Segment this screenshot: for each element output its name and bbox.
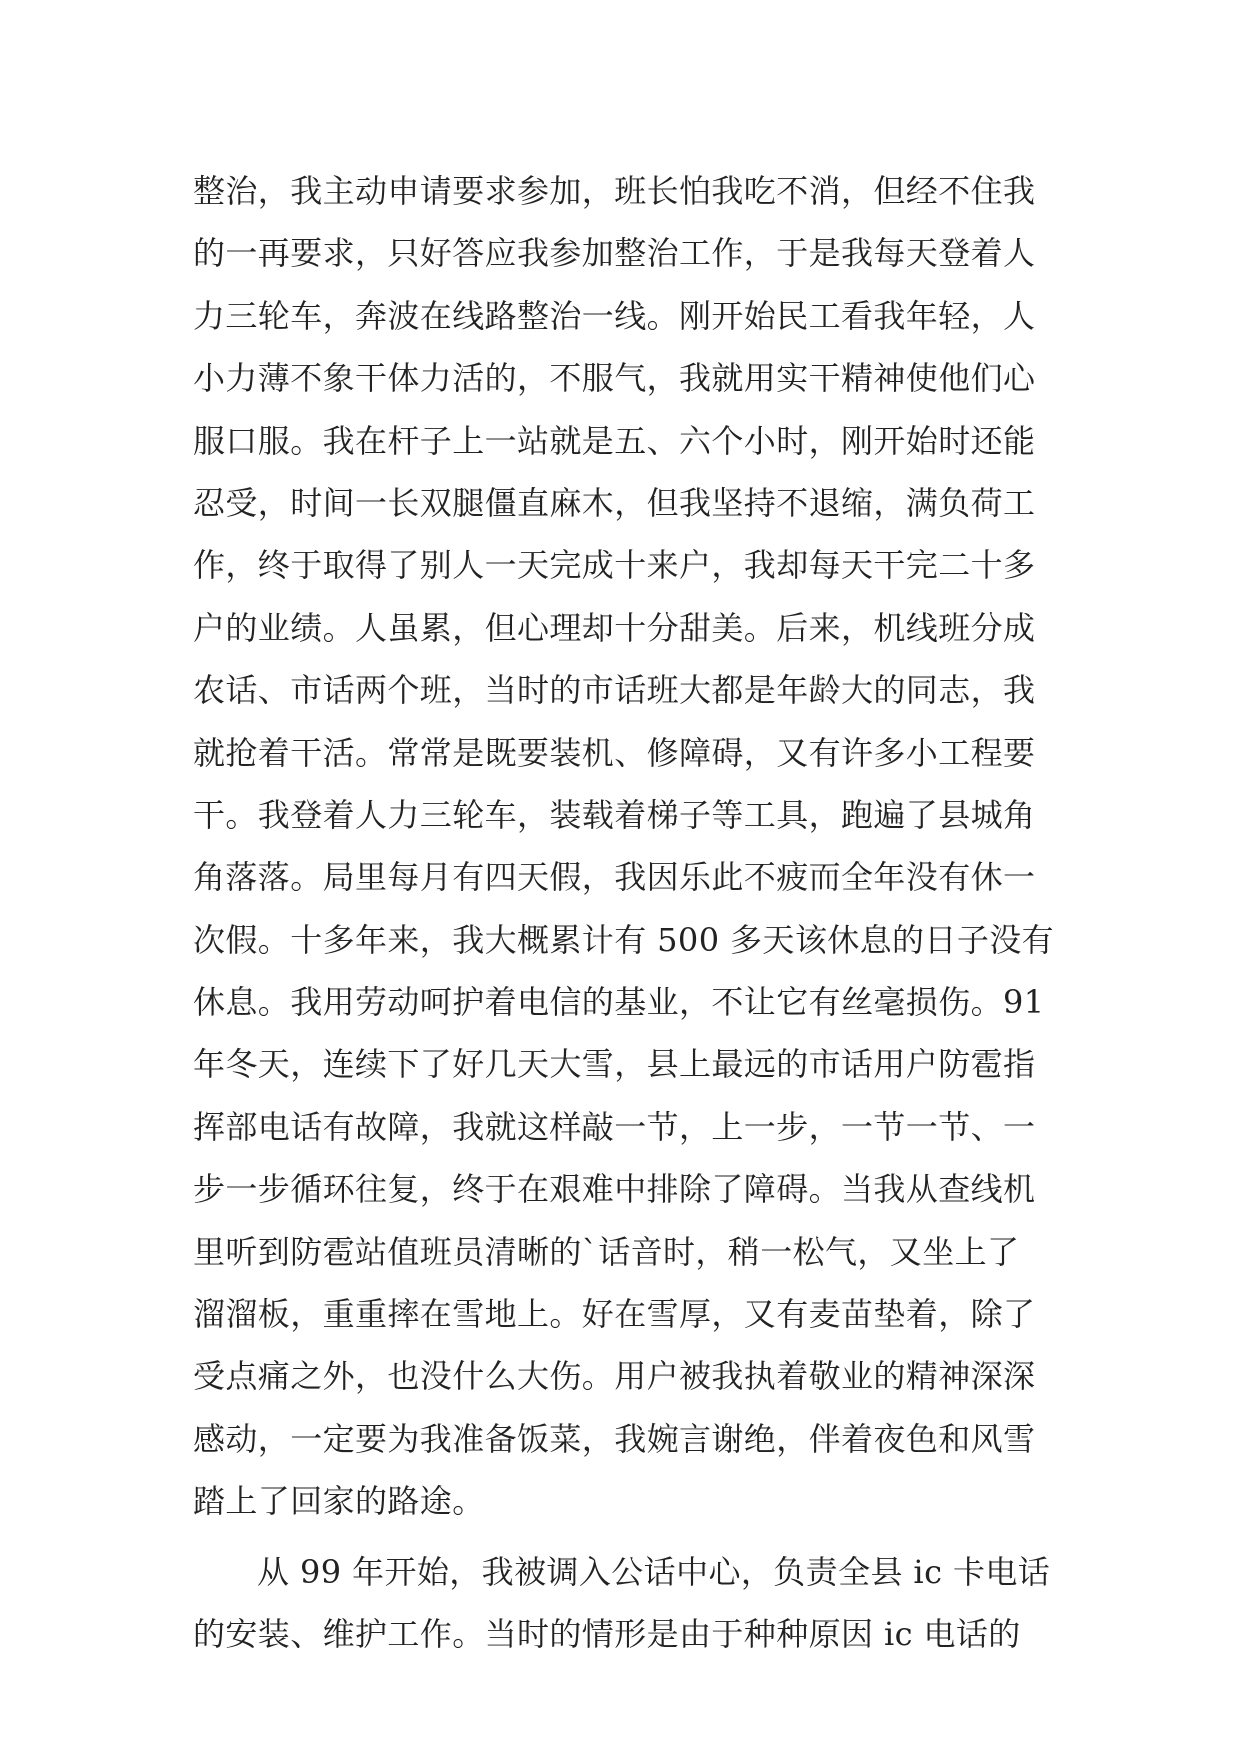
text-line: 的安装、维护工作。当时的情形是由于种种原因 ic 电话的: [193, 1614, 1021, 1653]
text-line: 农话、市话两个班，当时的市话班大都是年龄大的同志，我: [193, 671, 1036, 710]
text-line: 的一再要求，只好答应我参加整治工作，于是我每天登着人: [193, 234, 1036, 273]
text-line: 作，终于取得了别人一天完成十来户，我却每天干完二十多: [193, 546, 1036, 585]
document-body: [193, 160, 1053, 1665]
text-line: 忍受，时间一长双腿僵直麻木，但我坚持不退缩，满负荷工: [193, 483, 1036, 522]
text-line: 就抢着干活。常常是既要装机、修障碍，又有许多小工程要: [193, 733, 1036, 772]
text-line: 力三轮车，奔波在线路整治一线。刚开始民工看我年轻，人: [193, 296, 1036, 335]
text-line: 年冬天，连续下了好几天大雪，县上最远的市话用户防雹指: [193, 1045, 1036, 1084]
text-line: 小力薄不象干体力活的，不服气，我就用实干精神使他们心: [193, 359, 1036, 398]
text-line: 角落落。局里每月有四天假，我因乐此不疲而全年没有休一: [193, 858, 1036, 897]
text-line: 溜溜板，重重摔在雪地上。好在雪厚，又有麦苗垫着，除了: [193, 1295, 1036, 1334]
text-line: 步一步循环往复，终于在艰难中排除了障碍。当我从查线机: [193, 1170, 1036, 1209]
text-line: 次假。十多年来，我大概累计有 500 多天该休息的日子没有: [193, 920, 1055, 959]
text-line: 从 99 年开始，我被调入公话中心，负责全县 ic 卡电话: [257, 1552, 1051, 1591]
text-line: 里听到防雹站值班员清晰的`话音时，稍一松气，又坐上了: [193, 1232, 1020, 1271]
text-line: 挥部电话有故障，我就这样敲一节，上一步，一节一节、一: [193, 1107, 1036, 1146]
text-line: 踏上了回家的路途。: [193, 1482, 485, 1521]
text-line: 干。我登着人力三轮车，装载着梯子等工具，跑遍了县城角: [193, 795, 1036, 834]
paragraph: [193, 160, 1053, 1533]
text-line: 休息。我用劳动呵护着电信的基业，不让它有丝毫损伤。91: [193, 983, 1045, 1022]
text-line: 服口服。我在杆子上一站就是五、六个小时，刚开始时还能: [193, 421, 1036, 460]
text-line: 户的业绩。人虽累，但心理却十分甜美。后来，机线班分成: [193, 608, 1036, 647]
text-line: 整治，我主动申请要求参加，班长怕我吃不消，但经不住我: [193, 172, 1036, 210]
text-line: 受点痛之外，也没什么大伤。用户被我执着敬业的精神深深: [193, 1357, 1036, 1396]
paragraph: [193, 1541, 1053, 1666]
text-line: 感动，一定要为我准备饭菜，我婉言谢绝，伴着夜色和风雪: [193, 1419, 1036, 1458]
